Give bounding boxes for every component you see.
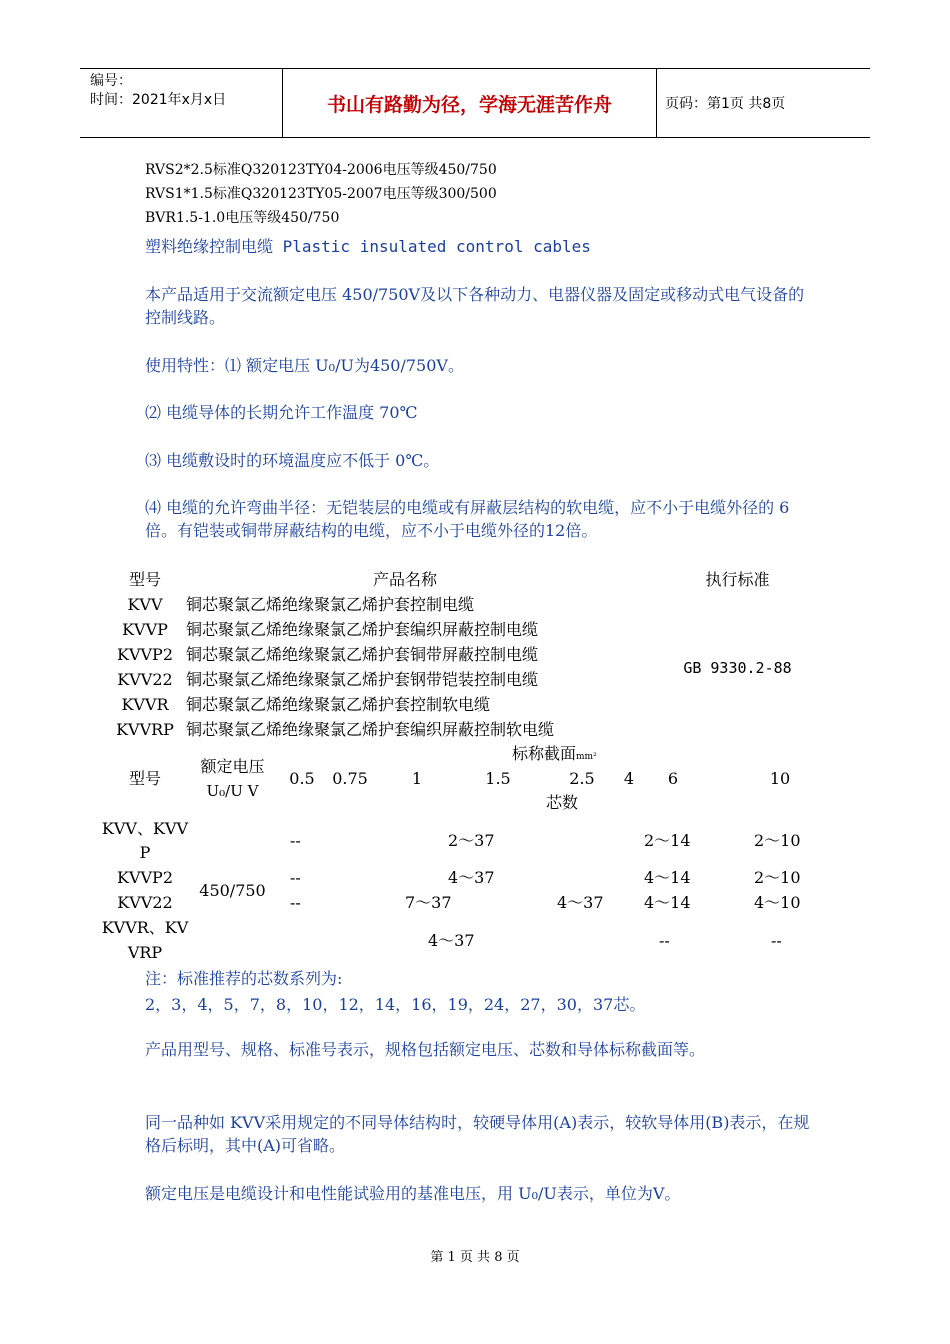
product-row-name: 铜芯聚氯乙烯绝缘聚氯乙烯护套编织屏蔽控制软电缆 <box>186 720 555 739</box>
product-table-standard-header: 执行标准 <box>705 570 770 589</box>
spec-cell: 7～37 <box>405 893 452 912</box>
note-line: 注：标准推荐的芯数系列为: <box>145 969 343 988</box>
spec-cores-header: 芯数 <box>546 793 579 812</box>
section-title: 塑料绝缘控制电缆 Plastic insulated control cables <box>145 237 591 256</box>
header-page-label: 页码：第1页 共8页 <box>665 96 786 112</box>
product-row-model: KVVR <box>121 695 169 714</box>
header-meta <box>90 72 280 110</box>
spec-cell: -- <box>290 868 301 887</box>
spec-row-model: P <box>139 843 151 862</box>
product-row-model: KVV22 <box>117 670 173 689</box>
spec-cell: -- <box>290 893 301 912</box>
spec-row-model: VRP <box>127 943 163 962</box>
spec-row-model: KVV、KVV <box>101 819 189 838</box>
product-table-name-header: 产品名称 <box>372 570 437 589</box>
spec-section-header <box>512 742 597 769</box>
paragraph-voltage: 额定电压是电缆设计和电性能试验用的基准电压，用 U₀/U表示，单位为V。 <box>145 1184 681 1203</box>
spec-line: RVS1*1.5标准Q320123TY05-2007电压等级300/500 <box>145 186 497 202</box>
feature-1: 使用特性：⑴ 额定电压 U₀/U为450/750V。 <box>145 356 464 375</box>
notes <box>145 966 810 1018</box>
spec-cell: 2～10 <box>754 868 801 887</box>
spec-row-model: KVV22 <box>117 893 173 912</box>
spec-size: 10 <box>769 769 791 788</box>
spec-cell: -- <box>659 931 670 950</box>
feature-3: ⑶ 电缆敷设时的环境温度应不低于 0℃。 <box>145 451 440 470</box>
product-row-model: KVVP <box>122 620 168 639</box>
spec-cell: 4～14 <box>644 868 691 887</box>
spec-size: 6 <box>667 769 679 788</box>
product-table-model-header: 型号 <box>128 570 161 589</box>
spec-cell: 4～14 <box>644 893 691 912</box>
header-motto: 书山有路勤为径，学海无涯苦作舟 <box>282 69 657 137</box>
spec-cell: -- <box>290 831 301 850</box>
spec-voltage-value: 450/750 <box>199 881 266 900</box>
product-row-model: KVVRP <box>116 720 174 739</box>
spec-lines <box>145 158 497 230</box>
spec-cell: 4～37 <box>428 931 475 950</box>
spec-size: 0.75 <box>332 769 368 788</box>
spec-size: 1 <box>411 769 423 788</box>
spec-line: RVS2*2.5标准Q320123TY04-2006电压等级450/750 <box>145 162 497 178</box>
spec-cell: 4～37 <box>448 868 495 887</box>
intro-paragraph: 本产品适用于交流额定电压 450/750V及以下各种动力、电器仪器及固定或移动式电气设备的控制线路。 <box>145 285 805 327</box>
spec-cell: 4～10 <box>754 893 801 912</box>
product-row-name: 铜芯聚氯乙烯绝缘聚氯乙烯护套控制电缆 <box>186 595 475 614</box>
spec-size: 2.5 <box>569 769 595 788</box>
spec-model-header: 型号 <box>128 769 161 788</box>
spec-section-unit: mm² <box>576 752 597 762</box>
spec-cell: 2～37 <box>448 831 495 850</box>
code-label: 编号： <box>90 73 132 89</box>
product-row-name: 铜芯聚氯乙烯绝缘聚氯乙烯护套控制软电缆 <box>186 695 491 714</box>
spec-row-model: KVVP2 <box>116 868 173 887</box>
feature-4: ⑷ 电缆的允许弯曲半径：无铠装层的电缆或有屏蔽层结构的软电缆，应不小于电缆外径的 6倍。有铠装或铜带屏蔽结构的电缆，应不小于电缆外径的12倍。 <box>145 498 790 540</box>
spec-cell: 2～14 <box>644 831 691 850</box>
spec-row-model: KVVR、KV <box>101 918 189 937</box>
product-row-model: KVVP2 <box>116 645 173 664</box>
paragraph-spec: 产品用型号、规格、标准号表示，规格包括额定电压、芯数和导体标称截面等。 <box>145 1040 706 1059</box>
spec-line: BVR1.5-1.0电压等级450/750 <box>145 210 340 226</box>
product-row-name: 铜芯聚氯乙烯绝缘聚氯乙烯护套编织屏蔽控制电缆 <box>186 620 539 639</box>
spec-voltage-unit: U₀/U V <box>206 782 259 800</box>
spec-cell: -- <box>771 931 782 950</box>
time-label: 时间：2021年x月x日 <box>90 92 227 108</box>
spec-cell: 4～37 <box>557 893 604 912</box>
page-footer: 第 1 页 共 8 页 <box>430 1250 520 1265</box>
feature-2: ⑵ 电缆导体的长期允许工作温度 70℃ <box>145 403 418 422</box>
spec-section-label: 标称截面 <box>512 744 577 763</box>
spec-size: 0.5 <box>289 769 315 788</box>
spec-voltage-header: 额定电压 <box>200 757 265 776</box>
product-row-model: KVV <box>127 595 163 614</box>
spec-cell: 2～10 <box>754 831 801 850</box>
spec-size: 1.5 <box>485 769 511 788</box>
note-line: 2，3，4，5，7，8，10，12，14，16，19，24，27，30，37芯。 <box>145 995 646 1014</box>
product-row-name: 铜芯聚氯乙烯绝缘聚氯乙烯护套铜带屏蔽控制电缆 <box>186 645 539 664</box>
paragraph-conductor: 同一品种如 KVV采用规定的不同导体结构时，较硬导体用(A)表示，较软导体用(B)表示，在规格后标明，其中(A)可省略。 <box>145 1113 810 1155</box>
product-row-name: 铜芯聚氯乙烯绝缘聚氯乙烯护套钢带铠装控制电缆 <box>186 670 539 689</box>
product-table-standard: GB 9330.2-88 <box>683 659 792 677</box>
spec-size: 4 <box>623 769 635 788</box>
page-header <box>80 68 870 138</box>
